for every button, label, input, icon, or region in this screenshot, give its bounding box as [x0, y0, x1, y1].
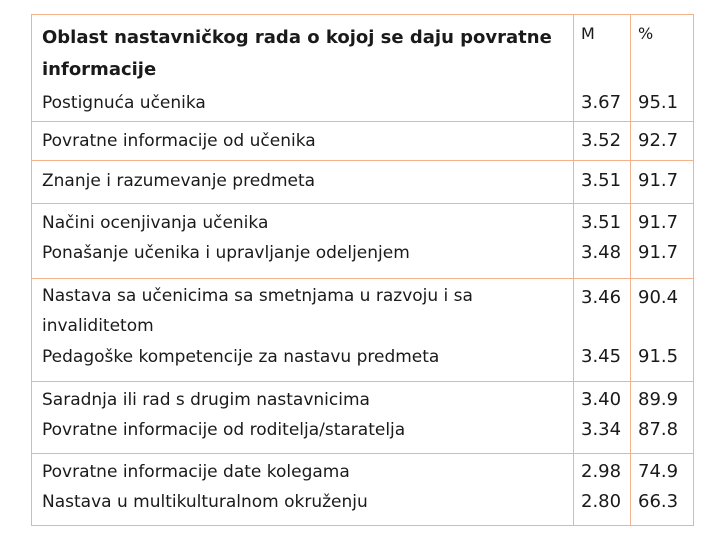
row-label: Povratne informacije date kolegama [42, 462, 350, 482]
row-mean: 3.51 [581, 212, 622, 233]
row-label: Ponašanje učenika i upravljanje odeljenjem [42, 243, 410, 263]
row-divider [32, 278, 693, 279]
row-mean: 3.51 [581, 170, 622, 191]
row-label: Načini ocenjivanja učenika [42, 213, 269, 233]
header-area: Oblast nastavničkog rada o kojoj se daju povratne [42, 27, 552, 48]
row-divider [32, 381, 693, 382]
row-label: Povratne informacije od roditelja/staratelja [42, 420, 406, 440]
header-percent: % [638, 24, 654, 43]
row-percent: 91.7 [638, 212, 679, 233]
header-area-continued: informacije [42, 59, 157, 80]
row-percent: 74.9 [638, 461, 679, 482]
row-label: Nastava sa učenicima sa smetnjama u razvoju i sa [42, 286, 473, 306]
row-label: Postignuća učenika [42, 93, 206, 113]
row-mean: 3.52 [581, 130, 622, 151]
row-label: Saradnja ili rad s drugim nastavnicima [42, 390, 370, 410]
row-label: Nastava u multikulturalnom okruženju [42, 492, 368, 512]
row-percent: 66.3 [638, 491, 679, 512]
row-percent: 92.7 [638, 130, 679, 151]
row-mean: 3.34 [581, 419, 622, 440]
row-percent: 87.8 [638, 419, 679, 440]
row-divider [32, 121, 693, 122]
row-divider [32, 453, 693, 454]
header-mean: M [581, 24, 595, 43]
row-percent: 91.7 [638, 242, 679, 263]
row-divider [32, 203, 693, 204]
row-mean: 3.40 [581, 389, 622, 410]
row-label: Znanje i razumevanje predmeta [42, 171, 316, 191]
row-mean: 3.67 [581, 92, 622, 113]
row-percent: 89.9 [638, 389, 679, 410]
row-percent: 91.5 [638, 346, 679, 367]
row-percent: 90.4 [638, 287, 679, 308]
row-mean: 2.98 [581, 461, 622, 482]
row-percent: 95.1 [638, 92, 679, 113]
row-percent: 91.7 [638, 170, 679, 191]
column-divider [573, 15, 574, 525]
row-divider [32, 160, 693, 161]
row-mean: 3.45 [581, 346, 622, 367]
row-label: Povratne informacije od učenika [42, 131, 316, 151]
row-mean: 3.46 [581, 287, 622, 308]
row-label: Pedagoške kompetencije za nastavu predmeta [42, 347, 440, 367]
row-mean: 2.80 [581, 491, 622, 512]
column-divider [630, 15, 631, 525]
row-label: invaliditetom [42, 316, 154, 336]
feedback-table [31, 14, 694, 526]
row-mean: 3.48 [581, 242, 622, 263]
